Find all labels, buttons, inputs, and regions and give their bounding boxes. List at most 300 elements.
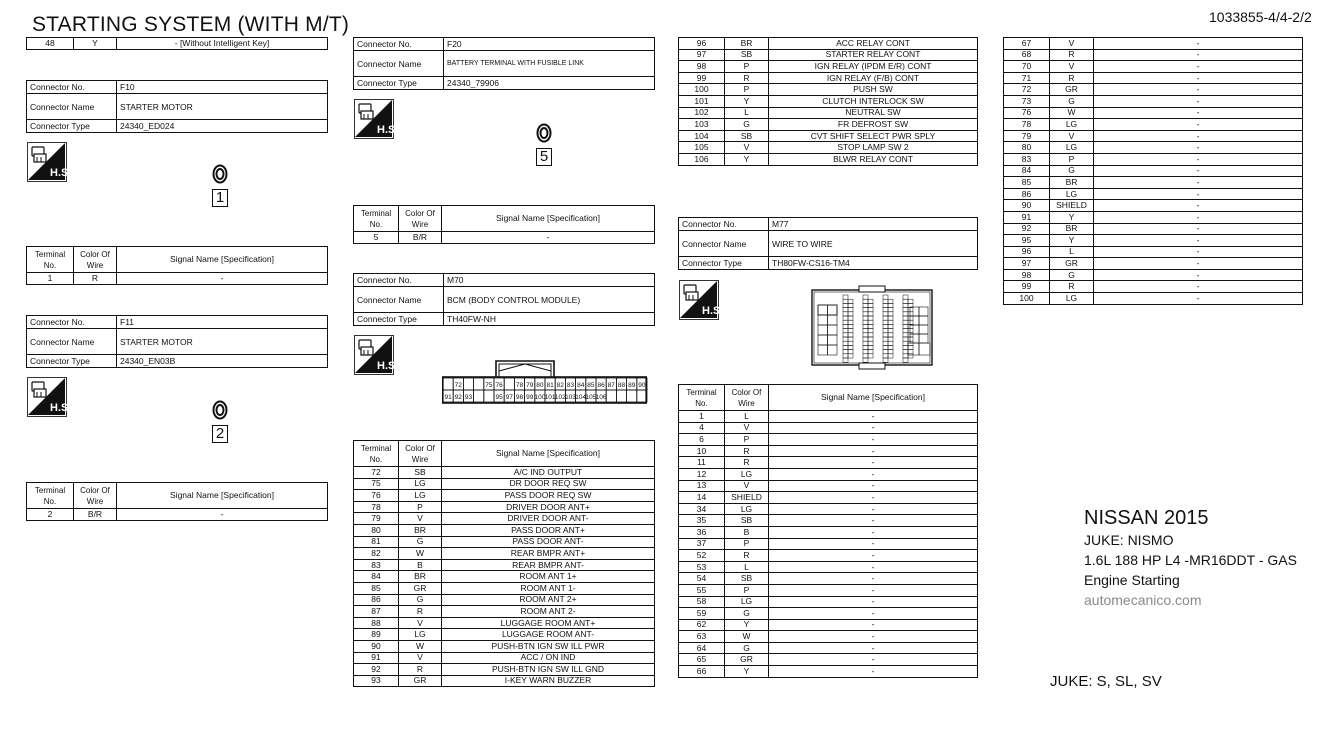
signal-name-header	[117, 247, 328, 273]
wire-color: P	[725, 84, 769, 96]
wire-color: GR	[399, 582, 442, 594]
wire-color-header-text: Wire	[738, 398, 755, 408]
connector-no-value: M77	[769, 218, 978, 231]
table-header	[354, 441, 655, 467]
wire-color: B/R	[74, 509, 117, 521]
terminal-no: 82	[354, 548, 399, 560]
terminal-no: 68	[1004, 49, 1050, 61]
table-header	[27, 247, 328, 273]
signal-name: PUSH-BTN IGN SW ILL PWR	[442, 640, 655, 652]
signal-name: I-KEY WARN BUZZER	[442, 675, 655, 687]
table-row	[1004, 258, 1303, 270]
pin-number: 88	[617, 382, 626, 389]
table-row	[679, 526, 978, 538]
table-row	[679, 434, 978, 446]
wire-color: GR	[399, 675, 442, 687]
terminal-no: 4	[679, 422, 725, 434]
signal-name: -	[117, 273, 328, 285]
connector-name-label: Connector Name	[27, 329, 117, 355]
terminal-no: 92	[354, 664, 399, 676]
pin-number: 82	[556, 382, 564, 389]
table-row	[1004, 72, 1303, 84]
signal-name: -	[769, 503, 978, 515]
wire-color: R	[1050, 281, 1094, 293]
signal-name: -	[1094, 95, 1303, 107]
wire-color: W	[399, 548, 442, 560]
wire-color: R	[74, 273, 117, 285]
terminal-no: 12	[679, 468, 725, 480]
table-row	[679, 142, 978, 154]
wire-color: R	[725, 550, 769, 562]
terminal-no: 70	[1004, 61, 1050, 73]
wire-color: BR	[399, 571, 442, 583]
terminal-no: 86	[354, 594, 399, 606]
table-row	[1004, 61, 1303, 73]
wire-color: SHIELD	[1050, 200, 1094, 212]
table-row	[1004, 223, 1303, 235]
model: JUKE: NISMO	[1084, 532, 1174, 548]
wire-color: LG	[725, 503, 769, 515]
table-row	[354, 490, 655, 502]
pin-number: 105	[585, 394, 597, 401]
hs-text: H.S.	[50, 167, 72, 179]
wire-color: LG	[1050, 188, 1094, 200]
signal-name: ROOM ANT 2+	[442, 594, 655, 606]
signal-name: CVT SHIFT SELECT PWR SPLY	[769, 130, 978, 142]
terminal-no: 62	[679, 619, 725, 631]
terminal-no: 67	[1004, 38, 1050, 50]
connector-type-value: 24340_ED024	[117, 120, 328, 133]
signal-name: -	[1094, 165, 1303, 177]
signal-name: PASS DOOR REQ SW	[442, 490, 655, 502]
terminal-no: 102	[679, 107, 725, 119]
pin-number: 90	[638, 382, 646, 389]
table-row	[1004, 246, 1303, 258]
terminal-no-header-text: Terminal	[34, 485, 66, 495]
terminal-no: 59	[679, 608, 725, 620]
system-name: Engine Starting	[1084, 572, 1180, 588]
harness-side-glyph	[680, 281, 724, 318]
wire-color: LG	[399, 629, 442, 641]
wire-color: L	[1050, 246, 1094, 258]
harness-side-glyph	[28, 143, 72, 180]
terminal-no: 106	[679, 153, 725, 165]
terminal-no: 96	[679, 38, 725, 50]
table-row	[679, 596, 978, 608]
signal-name-header-text: Signal Name [Specification]	[170, 254, 274, 264]
vehicle-info	[1084, 506, 1297, 610]
terminal-ring-icon	[209, 164, 231, 207]
signal-name: -	[1094, 107, 1303, 119]
terminal-no: 93	[354, 675, 399, 687]
terminal-no-header-text: No.	[43, 496, 57, 506]
wire-color-header	[725, 385, 769, 411]
terminal-no: 64	[679, 642, 725, 654]
terminal-no: 1	[27, 273, 74, 285]
harness-side-icon	[679, 280, 724, 320]
terminal-no: 98	[1004, 269, 1050, 281]
wire-color: L	[725, 411, 769, 423]
terminal-no: 83	[1004, 153, 1050, 165]
wire-color: Y	[1050, 211, 1094, 223]
signal-name: DRIVER DOOR ANT-	[442, 513, 655, 525]
signal-name: -	[769, 642, 978, 654]
table-row	[679, 422, 978, 434]
wire-color-header-text: Color Of	[405, 443, 435, 453]
signal-name: -	[769, 480, 978, 492]
terminal-no-header-text: No.	[43, 260, 57, 270]
terminal-no: 2	[27, 509, 74, 521]
wire-color: SB	[725, 49, 769, 61]
wire-color: LG	[1050, 142, 1094, 154]
wire-color: V	[725, 142, 769, 154]
terminal-no: 85	[354, 582, 399, 594]
signal-name: -	[1094, 293, 1303, 305]
pin-number: 93	[464, 394, 473, 401]
pin-number: 75	[485, 382, 493, 389]
pin-label: 5	[536, 148, 552, 166]
signal-name: -	[769, 515, 978, 527]
wire-color: G	[1050, 165, 1094, 177]
signal-name-header	[442, 206, 655, 232]
wire-color: SB	[725, 573, 769, 585]
wire-color-header	[399, 206, 442, 232]
terminal-no-header	[27, 247, 74, 273]
table-row	[1004, 200, 1303, 212]
terminal-no: 48	[27, 38, 74, 50]
table-row	[679, 411, 978, 423]
terminal-no: 79	[1004, 130, 1050, 142]
table-row	[354, 606, 655, 618]
wire-color: G	[725, 119, 769, 131]
pin-number: 89	[628, 382, 636, 389]
wire-color-header-text: Color Of	[731, 387, 762, 397]
signal-name: -	[1094, 235, 1303, 247]
hs-text: H.S.	[377, 124, 399, 136]
wire-color: SHIELD	[725, 492, 769, 504]
signal-name: -	[769, 434, 978, 446]
ring-terminal-glyph	[533, 123, 555, 143]
wire-color: SB	[725, 130, 769, 142]
signal-name: A/C IND OUTPUT	[442, 467, 655, 479]
terminal-no: 86	[1004, 188, 1050, 200]
connector-info-f20	[353, 37, 655, 90]
terminal-table-f20	[353, 205, 655, 244]
terminal-no-header-text: No.	[369, 219, 383, 229]
table-row	[354, 582, 655, 594]
terminal-no: 37	[679, 538, 725, 550]
signal-name: -	[769, 422, 978, 434]
terminal-no: 99	[1004, 281, 1050, 293]
ring-terminal-glyph	[209, 164, 231, 184]
table-row	[679, 515, 978, 527]
signal-name: ROOM ANT 1+	[442, 571, 655, 583]
wire-color: LG	[399, 478, 442, 490]
terminal-no: 84	[1004, 165, 1050, 177]
hs-text: H.S.	[50, 402, 72, 414]
wire-color: V	[399, 652, 442, 664]
ring-terminal-glyph	[209, 400, 231, 420]
connector-type-label: Connector Type	[27, 355, 117, 368]
table-row	[1004, 281, 1303, 293]
wire-color: P	[725, 434, 769, 446]
table-row	[679, 61, 978, 73]
connector-info-f10	[26, 80, 328, 133]
table-row	[354, 617, 655, 629]
table-row	[679, 492, 978, 504]
wire-color-header-text: Color Of	[80, 249, 110, 259]
wire-color: R	[399, 664, 442, 676]
wire-color-header	[74, 247, 117, 273]
pin-number: 87	[607, 382, 615, 389]
signal-name: -	[769, 561, 978, 573]
wire-color: LG	[399, 490, 442, 502]
signal-name: PASS DOOR ANT-	[442, 536, 655, 548]
terminal-no: 76	[1004, 107, 1050, 119]
table-header	[354, 206, 655, 232]
terminal-no: 34	[679, 503, 725, 515]
signal-name: -	[769, 468, 978, 480]
pin-number: 100	[534, 394, 546, 401]
pin-label: 1	[212, 189, 228, 207]
terminal-no-header	[354, 441, 399, 467]
table-row	[1004, 188, 1303, 200]
connector-type-label: Connector Type	[354, 313, 444, 326]
terminal-no-header-text: No.	[695, 398, 708, 408]
wire-color: Y	[74, 38, 117, 50]
signal-name-header	[442, 441, 655, 467]
pin-number: 86	[597, 382, 605, 389]
pin-number: 97	[505, 394, 513, 401]
wire-color: SB	[725, 515, 769, 527]
wire-color: Y	[725, 95, 769, 107]
signal-name: LUGGAGE ROOM ANT-	[442, 629, 655, 641]
terminal-no: 52	[679, 550, 725, 562]
terminal-no-header-text: Terminal	[360, 208, 392, 218]
pin-number: 101	[544, 394, 556, 401]
hs-text: H.S.	[377, 360, 399, 372]
table-row	[679, 49, 978, 61]
table-row	[1004, 84, 1303, 96]
pin-number: 76	[495, 382, 503, 389]
wire-color: SB	[399, 467, 442, 479]
signal-name: DR DOOR REQ SW	[442, 478, 655, 490]
terminal-no: 6	[679, 434, 725, 446]
connector-name-label: Connector Name	[354, 287, 444, 313]
terminal-no: 78	[354, 501, 399, 513]
table-row	[679, 642, 978, 654]
terminal-no: 54	[679, 573, 725, 585]
wire-color: R	[725, 445, 769, 457]
table-row	[354, 513, 655, 525]
wire-color: V	[725, 422, 769, 434]
signal-name-header	[769, 385, 978, 411]
connector-name-value: BCM (BODY CONTROL MODULE)	[444, 287, 655, 313]
wire-color: GR	[1050, 258, 1094, 270]
terminal-no: 80	[354, 524, 399, 536]
terminal-no: 83	[354, 559, 399, 571]
signal-name: -	[769, 573, 978, 585]
table-row	[679, 538, 978, 550]
table-row	[679, 153, 978, 165]
terminal-no-header	[354, 206, 399, 232]
signal-name: PUSH SW	[769, 84, 978, 96]
signal-name: -	[769, 654, 978, 666]
table-row	[1004, 49, 1303, 61]
signal-name: -	[1094, 211, 1303, 223]
wire-color: R	[1050, 72, 1094, 84]
table-row	[354, 594, 655, 606]
pin-number: 95	[495, 394, 503, 401]
signal-name: -	[442, 232, 655, 244]
signal-name: -	[769, 550, 978, 562]
wire-color: R	[1050, 49, 1094, 61]
signal-name: IGN RELAY (IPDM E/R) CONT	[769, 61, 978, 73]
wire-color-header-text: Wire	[86, 260, 104, 270]
signal-name: -	[769, 445, 978, 457]
wire-color-header-text: Wire	[411, 454, 429, 464]
terminal-no: 78	[1004, 119, 1050, 131]
terminal-no: 85	[1004, 177, 1050, 189]
harness-side-glyph	[355, 336, 399, 373]
wire-color: BR	[1050, 223, 1094, 235]
pin-number: 84	[577, 382, 585, 389]
website: automecanico.com	[1084, 592, 1202, 608]
carry-over-row	[26, 37, 328, 50]
pin-number: 85	[587, 382, 595, 389]
terminal-no-header-text: Terminal	[34, 249, 66, 259]
wire-color: BR	[725, 38, 769, 50]
signal-name: -	[1094, 84, 1303, 96]
signal-name: REAR BMPR ANT-	[442, 559, 655, 571]
table-row	[354, 640, 655, 652]
pin-number: 78	[515, 382, 524, 389]
terminal-no: 73	[1004, 95, 1050, 107]
connector-no-value: F10	[117, 81, 328, 94]
table-row	[679, 631, 978, 643]
wire-color: Y	[725, 666, 769, 678]
terminal-no-header	[679, 385, 725, 411]
table-row	[1004, 211, 1303, 223]
signal-name: PASS DOOR ANT+	[442, 524, 655, 536]
harness-side-icon	[27, 377, 72, 417]
table-row	[354, 664, 655, 676]
terminal-no: 76	[354, 490, 399, 502]
signal-name: -	[1094, 246, 1303, 258]
signal-name: ROOM ANT 1-	[442, 582, 655, 594]
wire-color: G	[725, 608, 769, 620]
wire-color: BR	[399, 524, 442, 536]
table-row	[354, 675, 655, 687]
table-row	[354, 501, 655, 513]
document-id: 1033855-4/4-2/2	[1209, 9, 1312, 25]
signal-name: -	[769, 411, 978, 423]
wire-color: P	[399, 501, 442, 513]
signal-name: -	[1094, 281, 1303, 293]
pin-number: 104	[575, 394, 587, 401]
terminal-no: 35	[679, 515, 725, 527]
signal-name: -	[769, 596, 978, 608]
connector-no-value: F11	[117, 316, 328, 329]
signal-name: -	[1094, 223, 1303, 235]
connector-type-value: 24340_EN03B	[117, 355, 328, 368]
table-row	[679, 38, 978, 50]
wire-color: LG	[1050, 293, 1094, 305]
terminal-no: 100	[1004, 293, 1050, 305]
wire-color-header-text: Color Of	[80, 485, 110, 495]
pin-number: 80	[536, 382, 544, 389]
terminal-table-f11	[26, 482, 328, 521]
signal-name-header-text: Signal Name [Specification]	[496, 213, 600, 223]
terminal-no: 105	[679, 142, 725, 154]
connector-name-label: Connector Name	[27, 94, 117, 120]
table-row	[1004, 177, 1303, 189]
signal-name: DRIVER DOOR ANT+	[442, 501, 655, 513]
terminal-no: 71	[1004, 72, 1050, 84]
wire-color: V	[1050, 38, 1094, 50]
terminal-no: 101	[679, 95, 725, 107]
make-year: NISSAN 2015	[1084, 507, 1209, 529]
harness-side-icon	[354, 99, 399, 139]
terminal-no: 89	[354, 629, 399, 641]
signal-name: CLUTCH INTERLOCK SW	[769, 95, 978, 107]
terminal-no: 10	[679, 445, 725, 457]
table-row	[354, 232, 655, 244]
table-row	[27, 509, 328, 521]
connector-type-label: Connector Type	[27, 120, 117, 133]
wire-color: R	[725, 457, 769, 469]
terminal-no-header-text: Terminal	[360, 443, 392, 453]
signal-name: -	[1094, 119, 1303, 131]
wire-color-header-text: Wire	[411, 219, 429, 229]
terminal-no: 63	[679, 631, 725, 643]
terminal-table-m77-continued	[1003, 37, 1303, 305]
table-row	[1004, 235, 1303, 247]
terminal-no: 97	[679, 49, 725, 61]
wire-color: GR	[725, 654, 769, 666]
signal-name: -	[769, 608, 978, 620]
terminal-no: 14	[679, 492, 725, 504]
connector-no-label: Connector No.	[354, 274, 444, 287]
terminal-no: 72	[1004, 84, 1050, 96]
wire-color-header	[399, 441, 442, 467]
table-row	[27, 38, 328, 50]
model-variants: JUKE: S, SL, SV	[1050, 673, 1162, 690]
wire-color: Y	[725, 619, 769, 631]
table-header	[27, 483, 328, 509]
table-row	[679, 84, 978, 96]
wire-color: G	[725, 642, 769, 654]
connector-name-value: WIRE TO WIRE	[769, 231, 978, 257]
wire-color: V	[399, 513, 442, 525]
harness-side-icon	[354, 335, 399, 375]
harness-side-glyph	[355, 100, 399, 137]
signal-name: -	[1094, 49, 1303, 61]
table-row	[679, 119, 978, 131]
signal-name: -	[769, 538, 978, 550]
terminal-ring-icon	[209, 400, 231, 443]
table-row	[679, 480, 978, 492]
signal-name: ROOM ANT 2-	[442, 606, 655, 618]
table-row	[1004, 38, 1303, 50]
harness-side-icon	[27, 142, 72, 182]
connector-no-label: Connector No.	[27, 81, 117, 94]
connector-type-label: Connector Type	[679, 257, 769, 270]
signal-name: -	[769, 584, 978, 596]
terminal-no: 88	[354, 617, 399, 629]
terminal-no: 90	[1004, 200, 1050, 212]
signal-name: -	[1094, 269, 1303, 281]
